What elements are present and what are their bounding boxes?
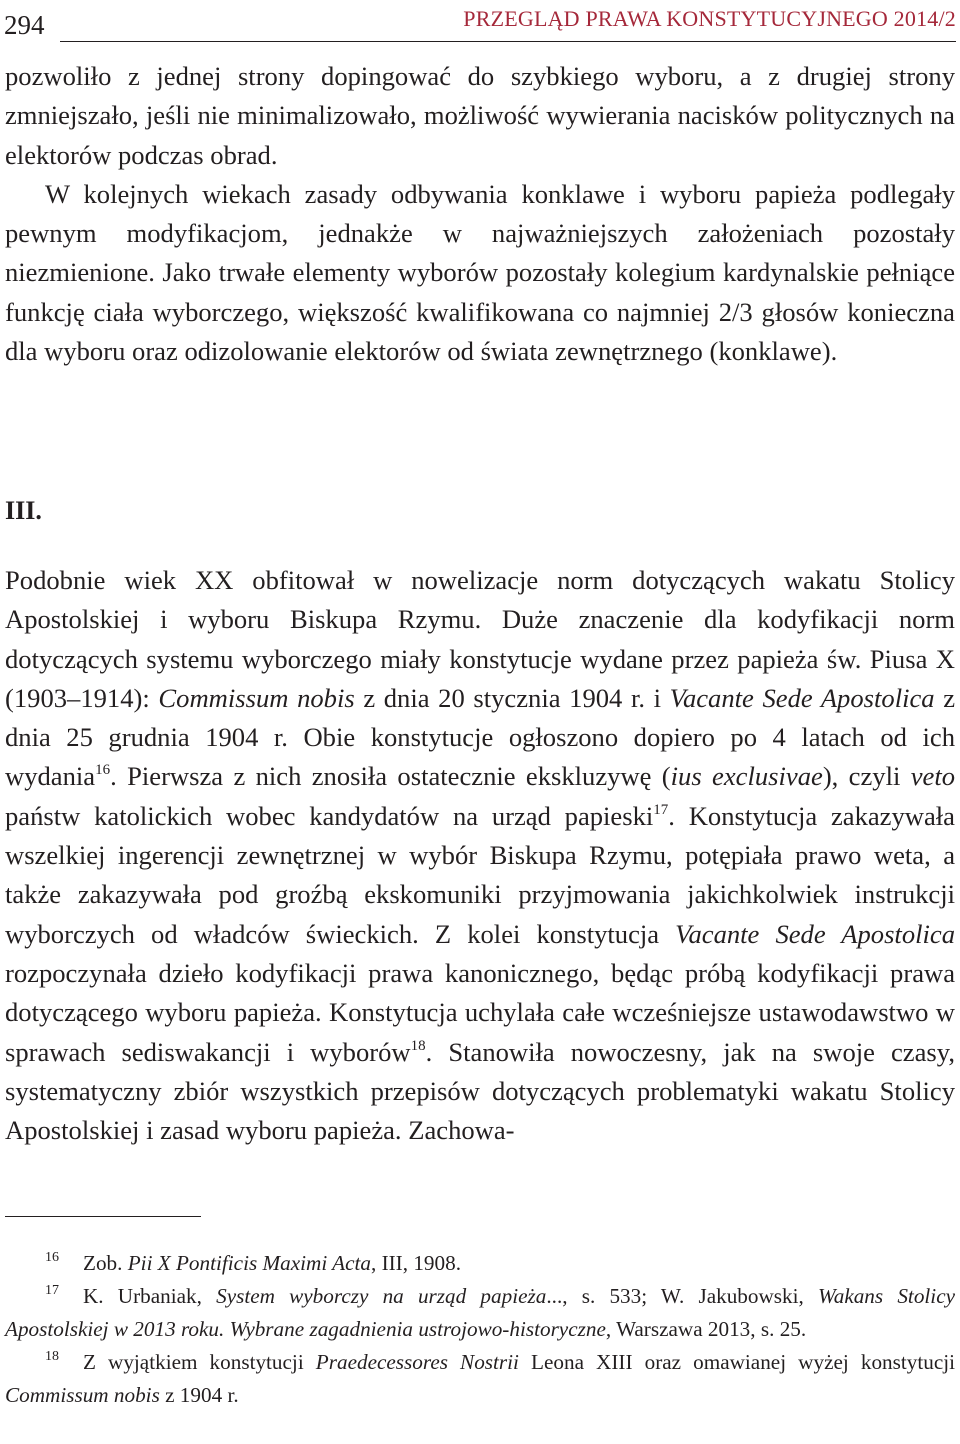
text-run: Z wyjątkiem konstytucji	[83, 1350, 316, 1374]
italic-title: Pii X Pontificis Maximi Acta	[127, 1251, 371, 1275]
paragraph	[5, 561, 955, 1150]
section-heading: III.	[5, 496, 42, 525]
text-run: . Stanowiła nowoczesny, jak na swoje czasy, systematyczny zbiór wszystkich przepisów dotyczących problematyki wakatu Stolicy Apostolskiej i zasad wyboru papieża. Zachowa-	[5, 1036, 955, 1146]
text-run: Leona XIII oraz omawianej wyżej konstytucji	[518, 1350, 956, 1374]
text-run: . Konstytucja zakazywała wszelkiej ingerencji zewnętrznej w wybór Biskupa Rzymu, potępiała prawo weta, a także zakazywała pod groźbą ekskomuniki przyjmowania jakichkolwiek instrukcji wyborczych od władców świeckich. Z kolei konstytucja	[5, 800, 955, 949]
text-run: . Pierwsza z nich znosiła ostatecznie ekskluzywę (	[110, 761, 671, 792]
text-run: K. Urbaniak,	[83, 1284, 217, 1308]
footnote-ref-18[interactable]: 18	[410, 1037, 426, 1054]
footnotes	[5, 1247, 955, 1412]
header-rule	[60, 41, 956, 42]
text-run: z 1904 r.	[159, 1383, 239, 1407]
page-number: 294	[4, 10, 45, 40]
footnote-ref-16[interactable]: 16	[95, 762, 111, 779]
text-run: Zob.	[83, 1251, 128, 1275]
text-run: z dnia 20 stycznia 1904 r. i	[354, 682, 670, 713]
text-run: rozpoczynała dzieło kodyfikacji prawa kanonicznego, będąc próbą kodyfikacji prawa dotyczącego wyboru papieża. Konstytucja uchylała całe wcześniejsze ustawodawstwo w sprawach sediswakancji i wyborów	[5, 957, 955, 1067]
italic-title: System wyborczy na urząd papieża	[216, 1284, 547, 1308]
footnote-separator	[5, 1216, 201, 1217]
text-run: Podobnie wiek XX obfitował w nowelizacje norm dotyczących wakatu Stolicy Apostolskiej i wyboru Biskupa Rzymu. Duże znaczenie dla kodyfikacji norm dotyczących systemu wyborczego miały konstytucje wydane przez papieża św. Piusa X (1903–1914):	[5, 565, 955, 713]
text-run: państw katolickich wobec kandydatów na urząd papieski	[5, 800, 654, 831]
italic-title: Commissum nobis	[5, 1383, 160, 1407]
italic-term: veto	[910, 761, 956, 792]
italic-title: Vacante Sede Apostolica	[669, 682, 935, 713]
italic-title: Commissum nobis	[158, 682, 355, 713]
italic-term: ius exclusivae	[670, 761, 823, 792]
footnote-17: 17 K. Urbaniak, System wyborczy na urząd papieża..., s. 533; W. Jakubowski, Wakans Stolicy Apostolskiej w 2013 roku. Wybrane zagadnienia ustrojowo-historyczne, Warszawa 2013, s. 25.	[5, 1283, 955, 1341]
text-run: z dnia 25 grudnia 1904 r. Obie konstytucje ogłoszono dopiero po 4 latach od ich wydania	[5, 682, 956, 792]
body-block-2	[5, 561, 955, 1150]
footnote-16: 16 Zob. Pii X Pontificis Maximi Acta, III, 1908.	[45, 1250, 461, 1275]
body-block-1	[5, 57, 955, 371]
paragraph: W kolejnych wiekach zasady odbywania konklawe i wyboru papieża podlegały pewnym modyfikacjom, jednakże w najważniejszych założeniach pozostały niezmienione. Jako trwałe elementy wyborów pozostały kolegium kardynalskie pełniące funkcję ciała wyborczego, większość kwalifikowana co najmniej 2/3 głosów konieczna dla wyboru oraz odizolowanie elektorów od świata zewnętrznego (konklawe).	[5, 178, 955, 367]
text-run: ), czyli	[822, 761, 911, 792]
running-title: PRZEGLĄD PRAWA KONSTYTUCYJNEGO 2014/2	[463, 6, 956, 31]
text-run: , III, 1908.	[370, 1251, 461, 1275]
italic-title: Wakans Stolicy Apostolskiej w 2013 roku. Wybrane zagadnienia ustrojowo-historyczne	[5, 1284, 955, 1341]
text-run: , Warszawa 2013, s. 25.	[605, 1317, 807, 1341]
footnote-18: 18 Z wyjątkiem konstytucji Praedecessores Nostrii Leona XIII oraz omawianej wyżej konstytucji Commissum nobis z 1904 r.	[5, 1349, 956, 1407]
italic-title: Vacante Sede Apostolica	[675, 918, 955, 949]
text-run: ..., s. 533; W. Jakubowski,	[546, 1284, 819, 1308]
footnote-ref-17[interactable]: 17	[653, 801, 669, 818]
italic-title: Praedecessores Nostrii	[315, 1350, 519, 1374]
page-header	[4, 4, 956, 44]
paragraph-continuation: pozwoliło z jednej strony dopingować do szybkiego wyboru, a z drugiej strony zmniejszało, jeśli nie minimalizowało, możliwość wywierania nacisków politycznych na elektorów podczas obrad.	[5, 61, 955, 170]
